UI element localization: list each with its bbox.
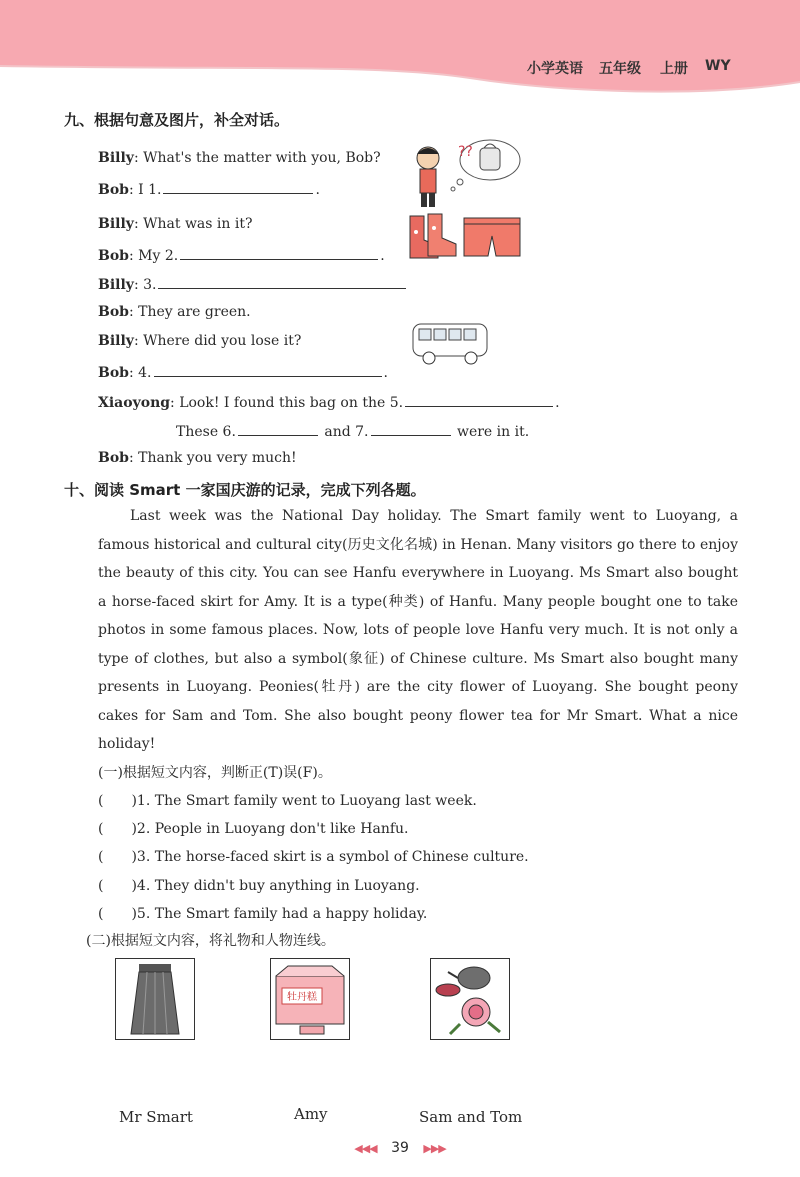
dialog-line-3: Billy: What was in it? xyxy=(98,216,253,232)
dialog-line-6: Bob: They are green. xyxy=(98,304,251,320)
dialog-line-7: Billy: Where did you lose it? xyxy=(98,333,302,349)
section10-title: 十、阅读 Smart 一家国庆游的记录，完成下列各题。 xyxy=(64,481,426,499)
statement-4: ( )4. They didn't buy anything in Luoyang. xyxy=(98,878,420,894)
answer-blank-5[interactable] xyxy=(405,392,553,407)
section9-title: 九、根据句意及图片，补全对话。 xyxy=(64,111,290,129)
left-arrows-icon: ◀◀◀ xyxy=(354,1142,377,1155)
dialog-line-4: Bob: My 2. . xyxy=(98,245,385,264)
boy-thinking-illustration xyxy=(408,136,523,208)
person-mr-smart[interactable]: Mr Smart xyxy=(119,1108,193,1126)
dialog-line-2: Bob: I 1. . xyxy=(98,179,320,198)
dialog-line-8: Bob: 4. . xyxy=(98,362,388,381)
page-footer xyxy=(330,1140,470,1156)
answer-blank-2[interactable] xyxy=(180,245,378,260)
answer-blank-7[interactable] xyxy=(371,421,451,436)
part2-title: (二)根据短文内容，将礼物和人物连线。 xyxy=(86,933,335,949)
header-grade: 五年级 xyxy=(599,61,641,77)
dialog-line-1: Billy: What's the matter with you, Bob? xyxy=(98,150,381,166)
answer-blank-3[interactable] xyxy=(158,274,406,289)
dialog-line-5: Billy: 3. xyxy=(98,274,408,293)
box-label: 牡丹糕 xyxy=(287,992,317,1003)
person-amy[interactable]: Amy xyxy=(294,1105,328,1123)
peony-tea-picture[interactable] xyxy=(430,958,510,1040)
header-edition: WY xyxy=(705,58,731,74)
page-header xyxy=(0,0,800,100)
header-volume: 上册 xyxy=(660,61,688,77)
dialog-line-11: Bob: Thank you very much! xyxy=(98,450,297,466)
header-wave-background xyxy=(0,0,800,100)
person-sam-and-tom[interactable]: Sam and Tom xyxy=(419,1108,523,1126)
statement-5: ( )5. The Smart family had a happy holiday. xyxy=(98,906,428,922)
answer-blank-1[interactable] xyxy=(163,179,313,194)
bus-illustration xyxy=(407,318,492,366)
dialog-line-10: These 6. and 7. were in it. xyxy=(176,421,529,440)
peony-cake-box-picture[interactable] xyxy=(270,958,350,1040)
right-arrows-icon: ▶▶▶ xyxy=(423,1142,446,1155)
reading-passage: Last week was the National Day holiday. The Smart family went to Luoyang, a famous historical and cultural city(历史文化名城) in Henan. Many visitors go there to enjoy the beauty of this city. You can see Hanfu everywhere in Luoyang. Ms Smart also bought a horse-faced skirt for Amy. It is a type(种类) of Hanfu. Many people bought one to take photos in some famous places. Now, lots of people love Hanfu very much. It is not only a type of clothes, but also a symbol(象征) of Chinese culture. Ms Smart also bought many presents in Luoyang. Peonies(牡丹) are the city flower of Luoyang. She bought peony cakes for Sam and Tom. She also bought peony flower tea for Mr Smart. What a nice holiday! xyxy=(98,508,738,752)
header-subject: 小学英语 xyxy=(527,61,583,77)
answer-blank-6[interactable] xyxy=(238,421,318,436)
svg-text:??: ?? xyxy=(458,144,473,160)
horse-faced-skirt-picture[interactable] xyxy=(115,958,195,1040)
dialog-line-9: Xiaoyong: Look! I found this bag on the 5. . xyxy=(98,392,560,411)
answer-blank-4[interactable] xyxy=(154,362,382,377)
statement-3: ( )3. The horse-faced skirt is a symbol of Chinese culture. xyxy=(98,849,529,865)
part1-title: (一)根据短文内容，判断正(T)误(F)。 xyxy=(98,765,332,781)
socks-shorts-illustration xyxy=(402,212,527,262)
statement-1: ( )1. The Smart family went to Luoyang last week. xyxy=(98,793,477,809)
statement-2: ( )2. People in Luoyang don't like Hanfu. xyxy=(98,821,409,837)
page-number: 39 xyxy=(391,1140,409,1156)
